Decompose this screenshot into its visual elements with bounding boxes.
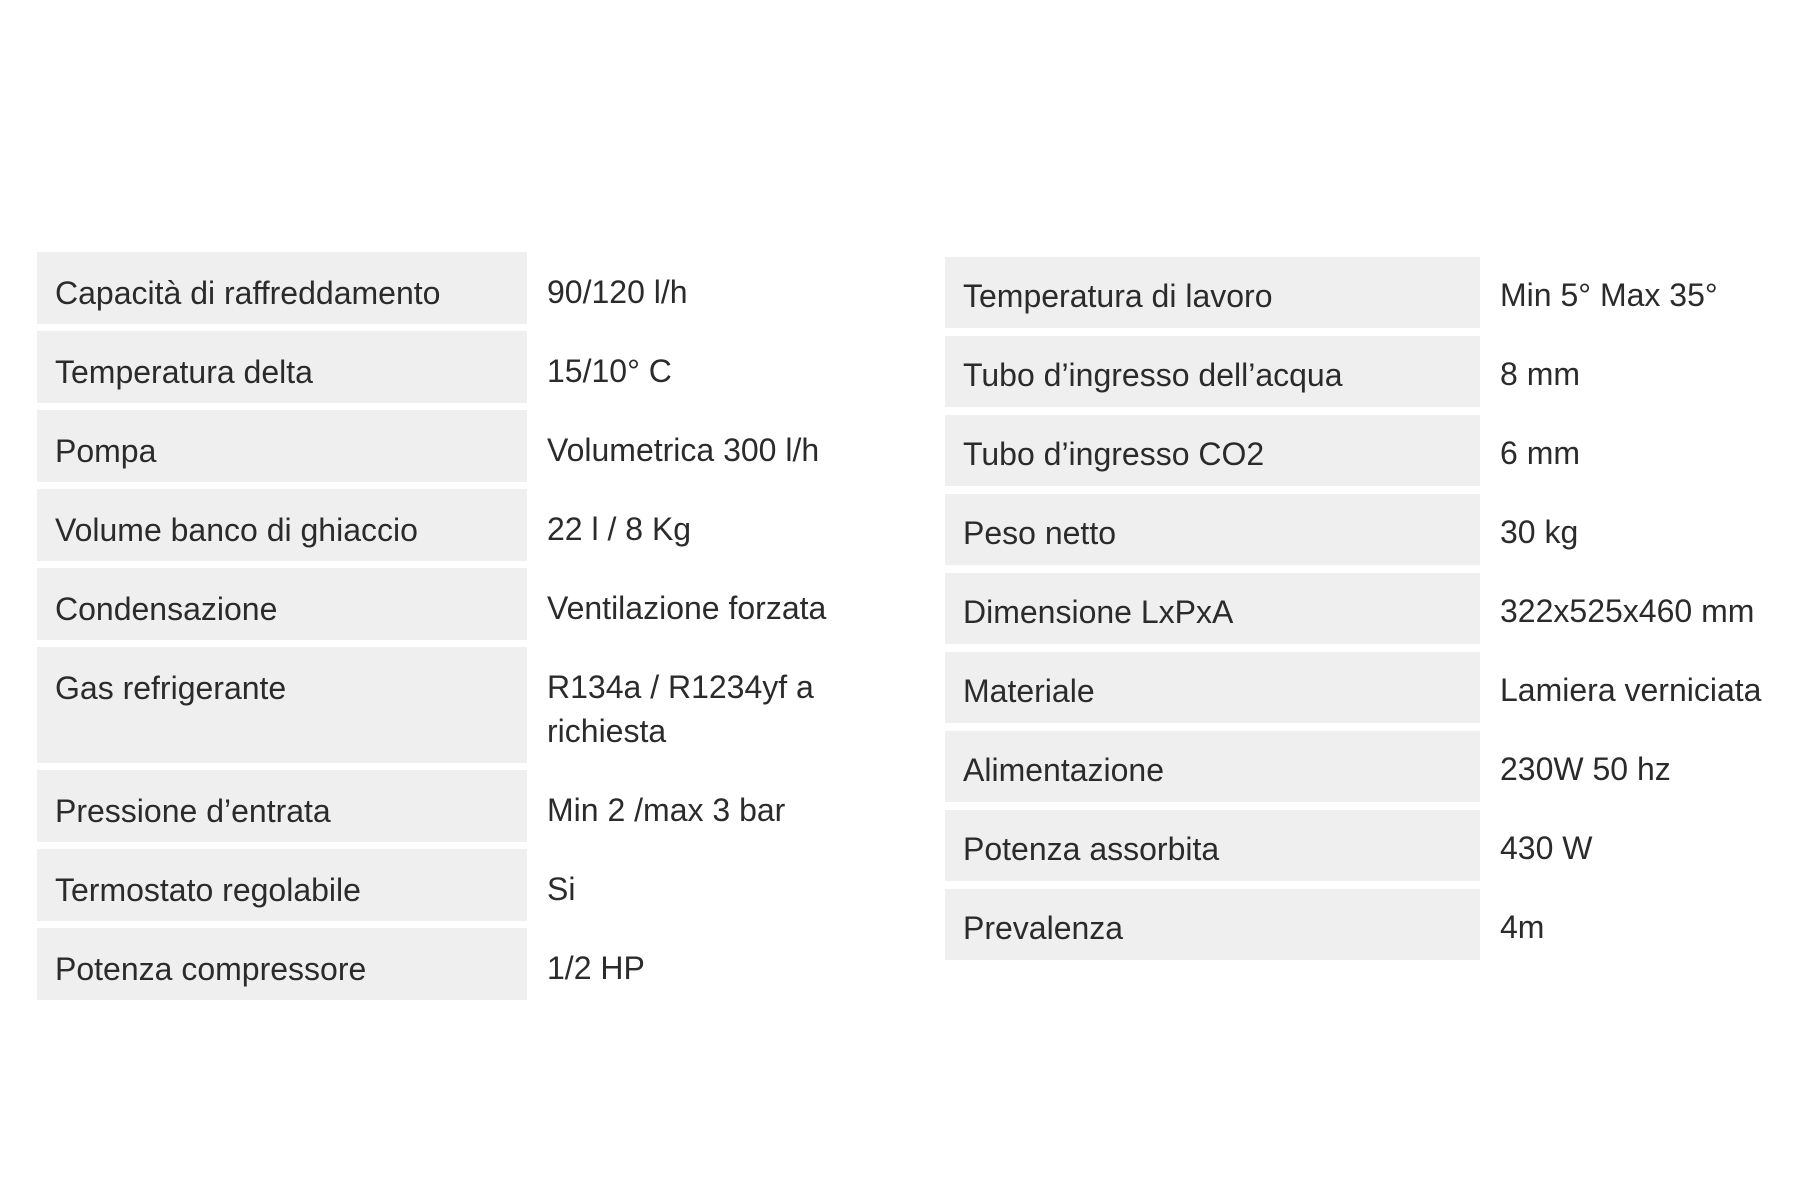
spec-row [945,889,1780,960]
spec-label: Gas refrigerante [37,647,527,763]
spec-label: Dimensione LxPxA [945,573,1480,644]
spec-value: Min 5° Max 35° [1500,277,1718,313]
spec-label: Potenza assorbita [945,810,1480,881]
spec-value: 22 l / 8 Kg [547,511,692,547]
spec-label: Termostato regolabile [37,849,527,921]
spec-row [37,252,847,324]
spec-label: Potenza compressore [37,928,527,1000]
spec-row [945,415,1780,486]
spec-table-right [945,257,1780,960]
spec-label: Volume banco di ghiaccio [37,489,527,561]
spec-row [37,331,847,403]
spec-label: Alimentazione [945,731,1480,802]
spec-row [945,652,1780,723]
spec-row [945,731,1780,802]
spec-label: Pompa [37,410,527,482]
spec-row [37,849,847,921]
spec-value: 6 mm [1500,435,1580,471]
spec-row [37,928,847,1000]
spec-value: 30 kg [1500,514,1579,550]
spec-value: 4m [1500,909,1545,945]
spec-row [37,489,847,561]
spec-value: 90/120 l/h [547,274,688,310]
spec-row [945,257,1780,328]
spec-label: Tubo d’ingresso dell’acqua [945,336,1480,407]
spec-value: Volumetrica 300 l/h [547,432,820,468]
spec-label: Pressione d’entrata [37,770,527,842]
spec-value: Min 2 /max 3 bar [547,792,786,828]
spec-row [37,770,847,842]
spec-table-left [37,252,847,1000]
spec-row [945,573,1780,644]
spec-label: Capacità di raffreddamento [37,252,527,324]
spec-row [945,494,1780,565]
spec-label: Condensazione [37,568,527,640]
spec-label: Peso netto [945,494,1480,565]
spec-label: Temperatura di lavoro [945,257,1480,328]
spec-value: R134a / R1234yf a richiesta [547,669,814,749]
spec-label: Prevalenza [945,889,1480,960]
spec-value: 8 mm [1500,356,1580,392]
spec-value: Lamiera verniciata [1500,672,1762,708]
spec-value: Ventilazione forzata [547,590,827,626]
spec-row [945,810,1780,881]
spec-value: 322x525x460 mm [1500,593,1755,629]
spec-label: Temperatura delta [37,331,527,403]
spec-value: 15/10° C [547,353,672,389]
spec-value: 230W 50 hz [1500,751,1671,787]
spec-row [37,647,847,763]
spec-row [945,336,1780,407]
spec-label: Materiale [945,652,1480,723]
spec-value: 430 W [1500,830,1593,866]
spec-value: Si [547,871,576,907]
spec-row [37,568,847,640]
spec-value: 1/2 HP [547,950,645,986]
spec-row [37,410,847,482]
spec-label: Tubo d’ingresso CO2 [945,415,1480,486]
